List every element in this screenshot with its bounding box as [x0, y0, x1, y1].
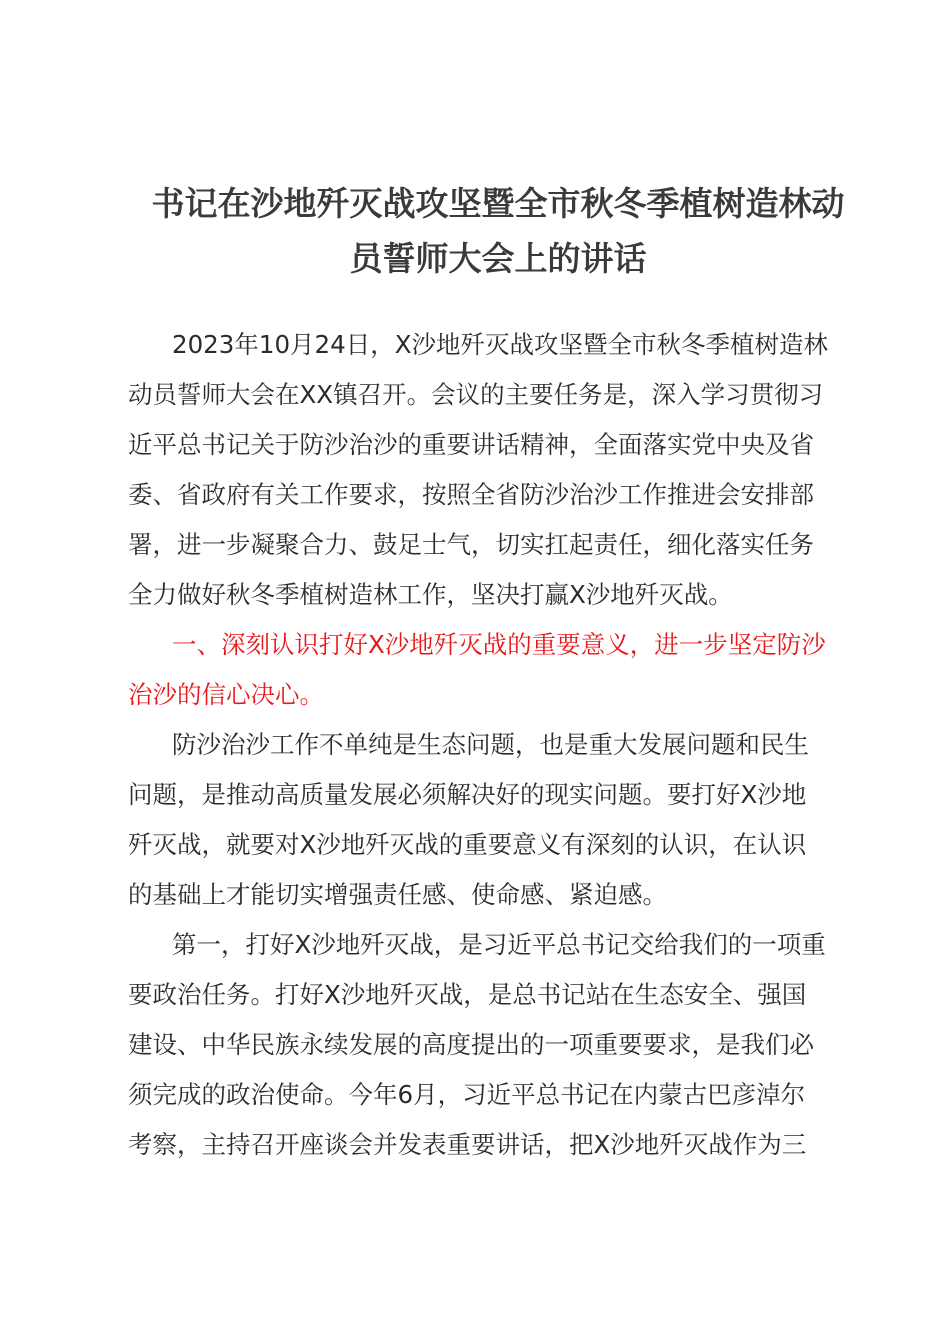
paragraph-intro — [128, 320, 858, 620]
text-line: 全力做好秋冬季植树造林工作，坚决打赢X沙地歼灭战。 — [128, 580, 733, 609]
document-body — [128, 320, 858, 1170]
text-line: 考察，主持召开座谈会并发表重要讲话，把X沙地歼灭战作为三 — [128, 1130, 807, 1159]
document-title — [118, 176, 878, 286]
heading-line: 一、深刻认识打好X沙地歼灭战的重要意义，进一步坚定防沙 — [172, 630, 826, 659]
paragraph-first-point — [128, 920, 858, 1170]
text-line: 近平总书记关于防沙治沙的重要讲话精神，全面落实党中央及省 — [128, 430, 814, 459]
title-line-1: 书记在沙地歼灭战攻坚暨全市秋冬季植树造林动 — [151, 184, 845, 223]
text-line: 要政治任务。打好X沙地歼灭战，是总书记站在生态安全、强国 — [128, 980, 807, 1009]
text-line: 的基础上才能切实增强责任感、使命感、紧迫感。 — [128, 880, 667, 909]
text-line: 动员誓师大会在XX镇召开。会议的主要任务是，深入学习贯彻习 — [128, 380, 824, 409]
title-line-2: 员誓师大会上的讲话 — [349, 239, 647, 278]
text-line: 2023年10月24日，X沙地歼灭战攻坚暨全市秋冬季植树造林 — [172, 330, 828, 359]
text-line: 问题，是推动高质量发展必须解决好的现实问题。要打好X沙地 — [128, 780, 807, 809]
text-line: 须完成的政治使命。今年6月，习近平总书记在内蒙古巴彦淖尔 — [128, 1080, 806, 1109]
section-heading-1 — [128, 620, 858, 720]
text-line: 防沙治沙工作不单纯是生态问题，也是重大发展问题和民生 — [172, 730, 809, 759]
text-line: 署，进一步凝聚合力、鼓足士气，切实扛起责任，细化落实任务 — [128, 530, 814, 559]
text-line: 第一，打好X沙地歼灭战，是习近平总书记交给我们的一项重 — [172, 930, 826, 959]
heading-line: 治沙的信心决心。 — [128, 680, 324, 709]
text-line: 建设、中华民族永续发展的高度提出的一项重要要求，是我们必 — [128, 1030, 814, 1059]
text-line: 歼灭战，就要对X沙地歼灭战的重要意义有深刻的认识，在认识 — [128, 830, 807, 859]
paragraph-significance — [128, 720, 858, 920]
text-line: 委、省政府有关工作要求，按照全省防沙治沙工作推进会安排部 — [128, 480, 814, 509]
